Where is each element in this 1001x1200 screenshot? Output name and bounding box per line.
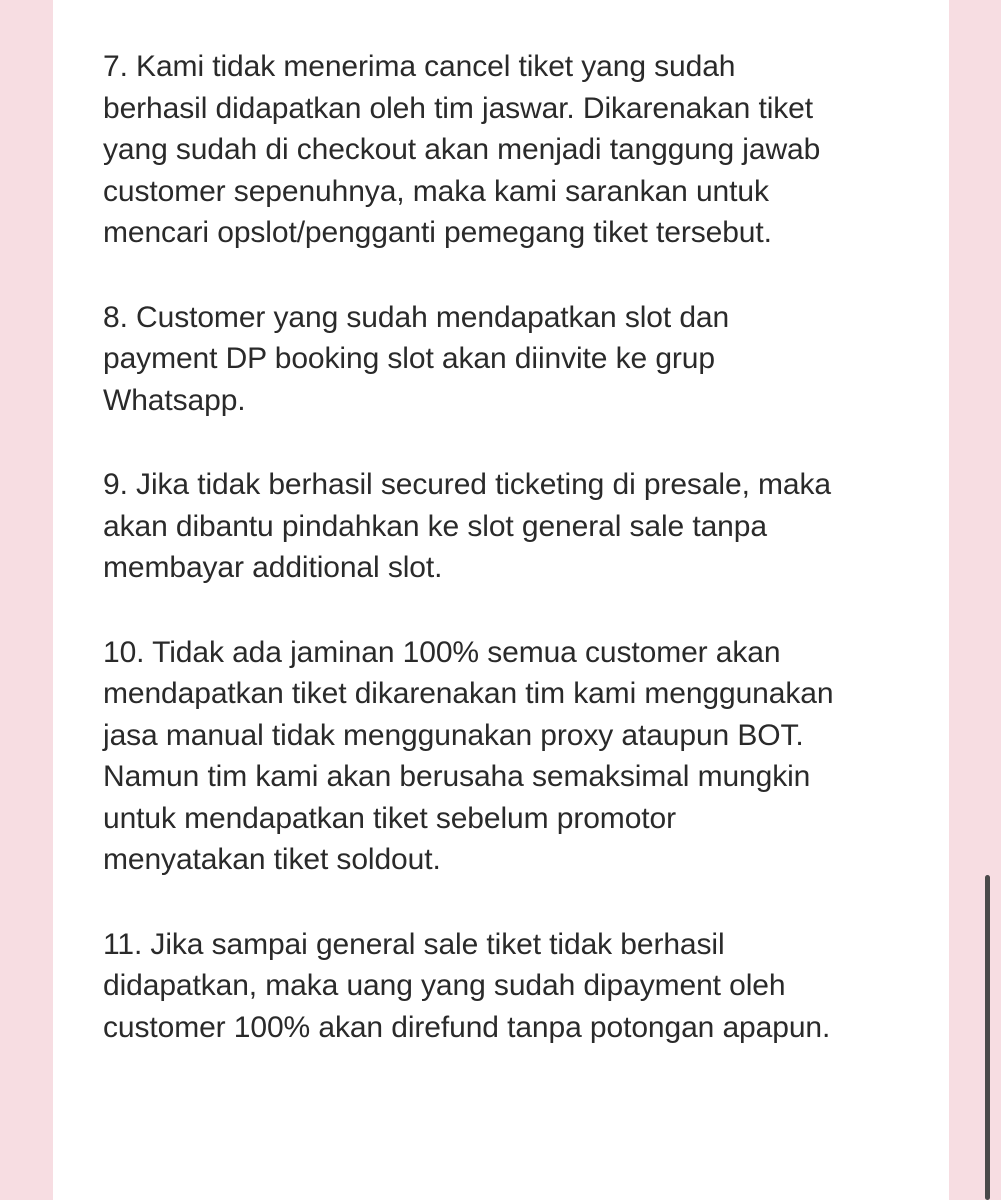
term-9-line: membayar additional slot. xyxy=(103,551,443,584)
term-7-line: yang sudah di checkout akan menjadi tanggung jawab xyxy=(103,133,821,166)
term-8-line: payment DP booking slot akan diinvite ke grup xyxy=(103,342,715,375)
content-card xyxy=(53,0,949,1200)
term-item-11 xyxy=(103,924,903,1049)
term-item-7 xyxy=(103,46,903,254)
term-10-line: mendapatkan tiket dikarenakan tim kami menggunakan xyxy=(103,677,834,710)
scrollbar-thumb[interactable] xyxy=(985,875,990,1200)
term-10-line: untuk mendapatkan tiket sebelum promotor xyxy=(103,801,676,835)
term-7-line: berhasil didapatkan oleh tim jaswar. Dikarenakan tiket xyxy=(103,91,813,125)
term-10-line: jasa manual tidak menggunakan proxy ataupun BOT. xyxy=(103,718,804,752)
term-9-line: akan dibantu pindahkan ke slot general sale tanpa xyxy=(103,509,767,543)
term-7-line: 7. Kami tidak menerima cancel tiket yang sudah xyxy=(103,50,736,83)
term-11-line: customer 100% akan direfund tanpa potongan apapun. xyxy=(103,1010,831,1044)
terms-text-body xyxy=(103,46,903,1091)
term-11-line: 11. Jika sampai general sale tiket tidak berhasil xyxy=(103,927,725,961)
term-7-line: mencari opslot/pengganti pemegang tiket tersebut. xyxy=(103,216,772,249)
term-item-9 xyxy=(103,464,903,589)
term-7-line: customer sepenuhnya, maka kami sarankan untuk xyxy=(103,174,769,208)
term-item-8 xyxy=(103,297,903,422)
term-8-line: Whatsapp. xyxy=(103,383,246,417)
term-11-line: didapatkan, maka uang yang sudah dipayment oleh xyxy=(103,969,786,1002)
term-9-line: 9. Jika tidak berhasil secured ticketing di presale, maka xyxy=(103,468,831,501)
term-10-line: menyatakan tiket soldout. xyxy=(103,843,441,876)
term-item-10 xyxy=(103,632,903,881)
term-10-line: 10. Tidak ada jaminan 100% semua customer akan xyxy=(103,635,781,669)
term-10-line: Namun tim kami akan berusaha semaksimal mungkin xyxy=(103,760,811,793)
term-8-line: 8. Customer yang sudah mendapatkan slot dan xyxy=(103,300,730,334)
